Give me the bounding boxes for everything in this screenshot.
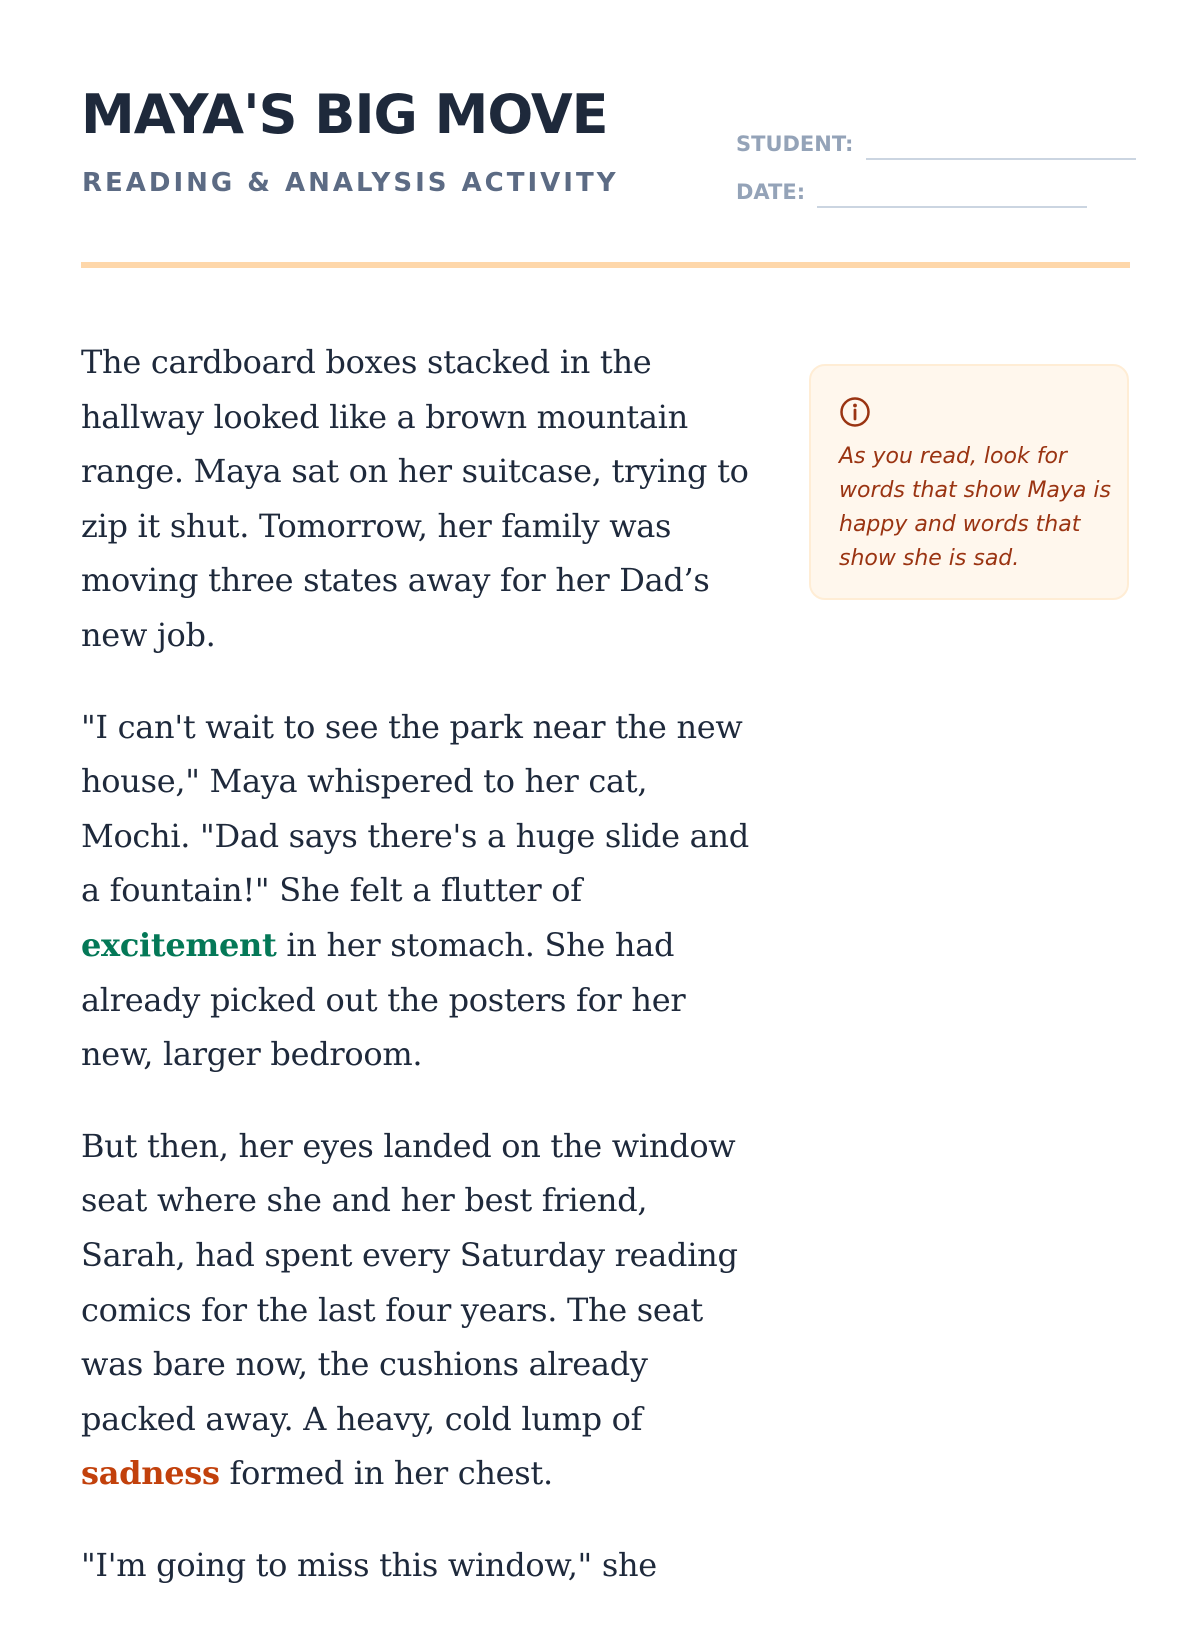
story-line: zip it shut. Tomorrow, her family was [81, 506, 672, 545]
student-label: STUDENT: [736, 132, 854, 156]
story-line: new job. [81, 615, 216, 654]
story-line [81, 918, 761, 973]
story-line: The cardboard boxes stacked in the [81, 343, 652, 381]
tip-line: happy and words that [839, 512, 1081, 537]
story-line: Mochi. "Dad says there's a huge slide and [81, 816, 749, 855]
header-divider [81, 262, 1130, 268]
story-line: was bare now, the cushions already [81, 1345, 648, 1384]
story-line: Sarah, had spent every Saturday reading [81, 1235, 738, 1274]
story-line: seat where she and her best friend, [81, 1181, 648, 1220]
story-line-rest: in her stomach. She had [276, 925, 675, 964]
page-subtitle: READING & ANALYSIS ACTIVITY [82, 168, 619, 198]
tip-line: As you read, look for [839, 444, 1067, 469]
happy-keyword: excitement [81, 925, 277, 964]
reading-tip-text [839, 440, 1111, 576]
story-line: hallway looked like a brown mountain [81, 397, 688, 436]
story-paragraph-2 [81, 700, 761, 1082]
story-line: comics for the last four years. The seat [81, 1290, 703, 1329]
story-text [81, 335, 761, 1629]
date-field[interactable] [817, 206, 1087, 208]
story-line: already picked out the posters for her [81, 980, 686, 1019]
page-title: MAYA'S BIG MOVE [81, 83, 608, 146]
sad-keyword: sadness [81, 1454, 220, 1493]
story-paragraph-3 [81, 1119, 761, 1501]
info-icon [839, 396, 871, 428]
date-label: DATE: [736, 180, 806, 204]
story-line: "I'm going to miss this window," she [81, 1545, 657, 1584]
story-line: But then, her eyes landed on the window [81, 1126, 736, 1165]
story-line-rest: formed in her chest. [219, 1454, 553, 1493]
student-name-field[interactable] [866, 158, 1136, 160]
story-paragraph-4 [81, 1538, 761, 1593]
story-line: new, larger bedroom. [81, 1035, 423, 1074]
story-line: range. Maya sat on her suitcase, trying to [81, 452, 749, 491]
story-line: moving three states away for her Dad’s [81, 561, 710, 600]
story-line: packed away. A heavy, cold lump of [81, 1399, 643, 1438]
story-line [81, 1446, 761, 1501]
tip-line: show she is sad. [839, 546, 1020, 571]
tip-line: words that show Maya is [839, 478, 1111, 503]
story-paragraph-1 [81, 335, 761, 663]
story-line: "I can't wait to see the park near the new [81, 707, 743, 746]
reading-tip-callout [809, 364, 1129, 600]
story-line: house," Maya whispered to her cat, [81, 762, 648, 801]
story-line: a fountain!" She felt a flutter of [81, 871, 582, 910]
